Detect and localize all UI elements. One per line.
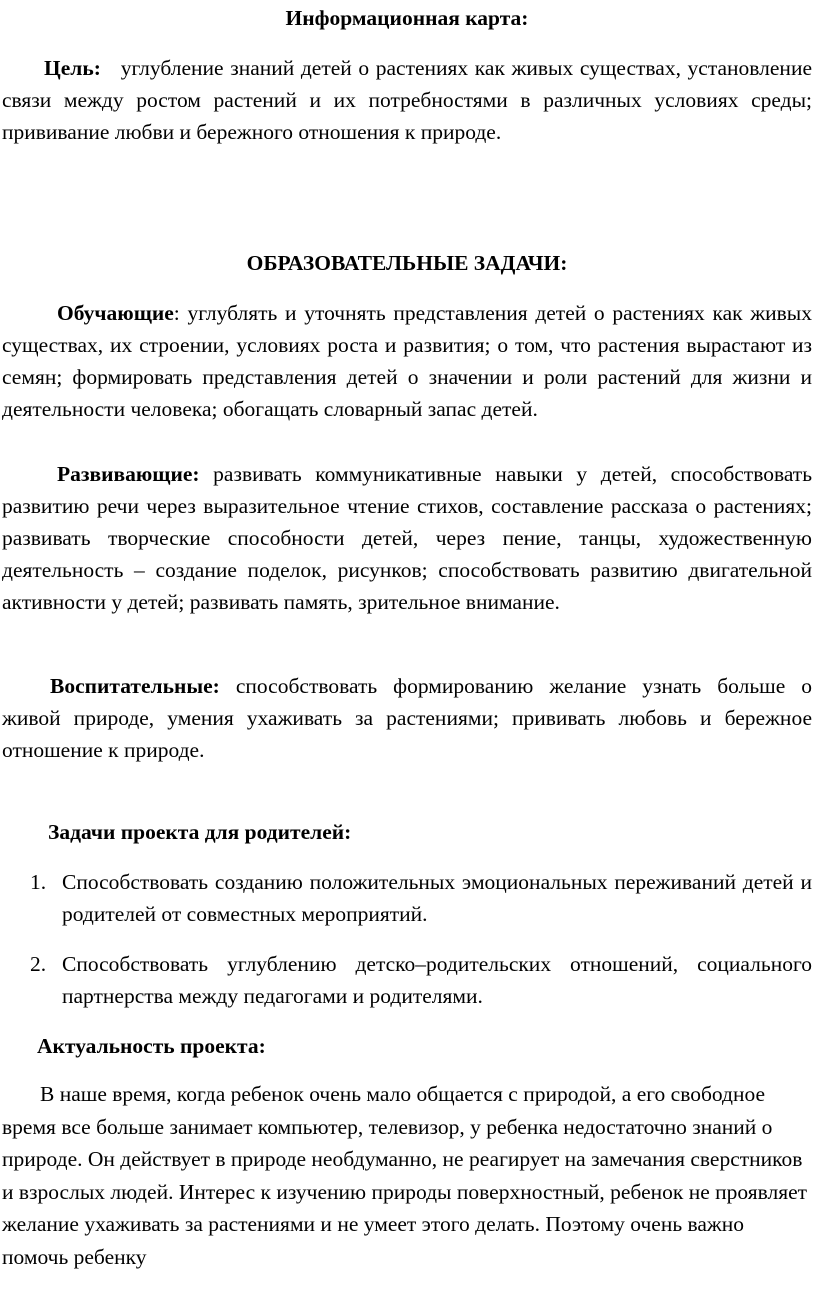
goal-paragraph — [2, 52, 812, 148]
list-item-text: Способствовать созданию положительных эмоциональных переживаний детей и родителей от совместных мероприятий. — [62, 870, 812, 926]
developing-label: Развивающие: — [57, 462, 200, 486]
list-item-number: 2. — [30, 952, 47, 976]
document-title: Информационная карта: — [285, 6, 529, 30]
relevance-heading: Актуальность проекта: — [37, 1034, 266, 1058]
list-item — [30, 948, 812, 1012]
teaching-text: : углублять и уточнять представления детей о растениях как живых существах, их строении, условиях роста и развития; о том, что растения вырастают из семян; формировать представления детей о значении и роли растений для жизни и деятельности человека; обогащать словарный запас детей. — [2, 301, 812, 421]
relevance-text: В наше время, когда ребенок очень мало общается с природой, а его свободное время все больше занимает компьютер, телевизор, у ребенка недостаточно знаний о природе. Он действует в природе необдуманно, не реагирует на замечания сверстников и взрослых людей. Интерес к изучению природы поверхностный, ребенок не проявляет желание ухаживать за растениями и не умеет этого делать. Поэтому очень важно помочь ребенку — [2, 1082, 808, 1269]
list-item — [30, 866, 812, 930]
educational-text: способствовать формированию желание узнать больше о живой природе, умения ухаживать за растениями; прививать любовь и бережное отношение к природе. — [2, 674, 812, 762]
goal-text: углубление знаний детей о растениях как живых существах, установление связи между ростом растений и их потребностями в различных условиях среды; прививание любви и бережного отношения к природе. — [2, 56, 812, 144]
teaching-paragraph — [2, 297, 812, 425]
educational-paragraph — [2, 670, 812, 766]
teaching-label: Обучающие — [57, 301, 174, 325]
goal-label: Цель: — [44, 56, 101, 80]
developing-paragraph — [2, 458, 812, 618]
educational-label: Воспитательные: — [50, 674, 220, 698]
parents-heading: Задачи проекта для родителей: — [48, 820, 352, 844]
list-item-number: 1. — [30, 870, 47, 894]
list-item-text: Способствовать углублению детско–родительских отношений, социального партнерства между педагогами и родителями. — [62, 952, 812, 1008]
developing-text: развивать коммуникативные навыки у детей, способствовать развитию речи через выразительное чтение стихов, составление рассказа о растениях; развивать творческие способности детей, через пение, танцы, художественную деятельность – создание поделок, рисунков; способствовать развитию двигательной активности у детей; развивать память, зрительное внимание. — [2, 462, 812, 614]
tasks-heading: ОБРАЗОВАТЕЛЬНЫЕ ЗАДАЧИ: — [246, 251, 568, 275]
